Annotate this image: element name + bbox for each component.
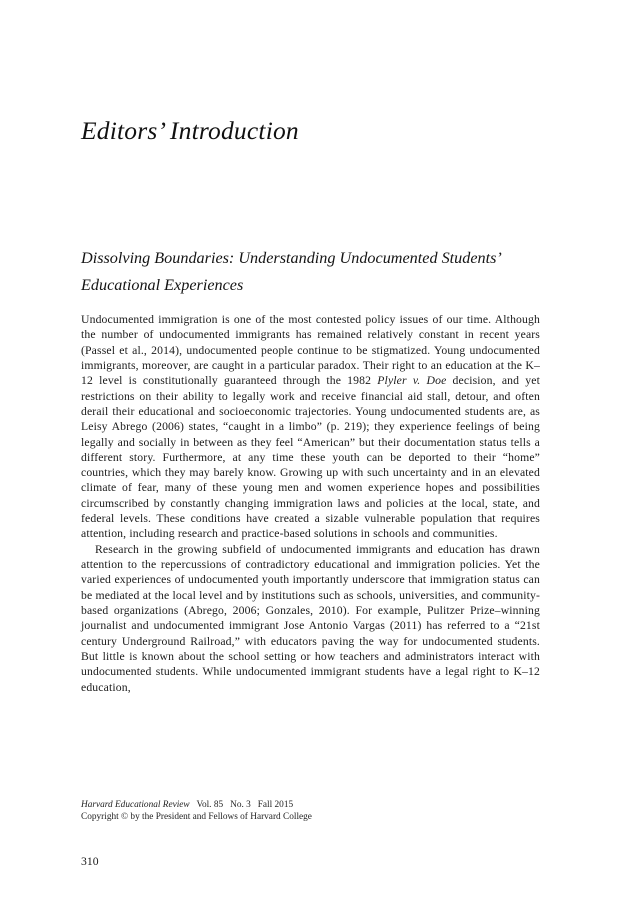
journal-name: Harvard Educational Review [81, 800, 190, 810]
text-run: Undocumented immigration is one of the most contested policy issues of our time. Although the number of undocumented immigrants has remained relatively constant in recent years (Passel et al., 2014), undocumented people continue to be stigmatized. Young undocumented immigrants, moreover, are caught in a particular paradox. Their right to an education at the K–12 level is constitutionally guaranteed through the 1982 [81, 313, 540, 388]
body-text [81, 312, 540, 695]
paragraph-1 [81, 312, 540, 542]
issue-info: Vol. 85 No. 3 Fall 2015 [196, 800, 294, 810]
italic-run: Plyler v. Doe [377, 374, 447, 388]
footer [81, 799, 541, 824]
text-run: decision, and yet restrictions on their ability to legally work and receive financial aid stall, detour, and often derail their educational and socioeconomic trajectories. Young undocumented students are, as Leisy Abrego (2006) states, “caught in a limbo” (p. 219); they experience feelings of being legally and socially in between as they feel “American” but their documentation status tells a different story. Furthermore, at any time these youth can be deported to their “home” countries, which they may barely know. Growing up with such uncertainty and in an elevated climate of fear, many of these young men and women experience hopes and possibilities circumscribed by constantly changing immigration laws and policies at the local, state, and federal levels. These conditions have created a sizable vulnerable population that requires attention, including research and practice-based solutions in schools and communities. [81, 374, 540, 541]
text-run: Research in the growing subfield of undocumented immigrants and education has drawn attention to the repercussions of contradictory educational and immigration policies. Yet the varied experiences of undocumented youth importantly underscore that immigration status can be mediated at the local level and by institutions such as schools, universities, and community-based organizations (Abrego, 2006; Gonzales, 2010). For example, Pulitzer Prize–winning journalist and undocumented immigrant Jose Antonio Vargas (2011) has referred to a “21st century Underground Railroad,” with educators paving the way for undocumented students. But little is known about the school setting or how teachers and administrators interact with undocumented students. While undocumented immigrant students have a legal right to K–12 education, [81, 542, 540, 694]
paragraph-2 [81, 542, 540, 695]
copyright-line: Copyright © by the President and Fellows of Harvard College [81, 812, 312, 823]
section-heading: Dissolving Boundaries: Understanding Undocumented Students’ Educational Experiences [81, 249, 501, 295]
page-number: 310 [81, 855, 99, 868]
page-title: Editors’ Introduction [81, 116, 299, 145]
footer-citation-line [81, 799, 541, 811]
